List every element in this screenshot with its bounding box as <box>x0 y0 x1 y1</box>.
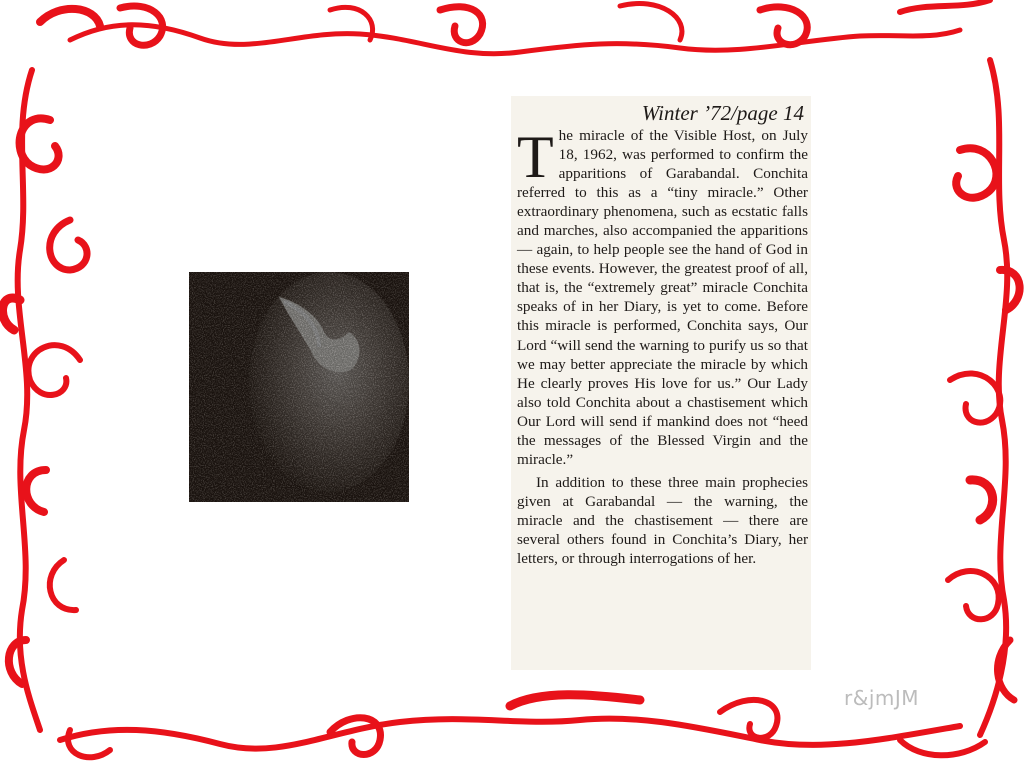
visible-host-photo <box>189 272 409 502</box>
drop-cap: T <box>517 124 554 190</box>
article-paragraph-2: In addition to these three main prophecies given at Garabandal — the warning, the miracle and the chastisement — there are several others found in Conchita’s Diary, her letters, or through interrogations of her. <box>517 473 808 568</box>
paragraph-1-text: he miracle of the Visible Host, on July 18, 1962, was performed to confirm the apparitions of Garabandal. Conchita referred to this as a “tiny miracle.” Other extraordinary phenomena, such as ecstatic falls and marches, also accompanied the apparitions — again, to help people see the hand of God in these events. However, the greatest proof of all, that is, the “extremely great” miracle Conchita speaks of in her Diary, is yet to come. Before this miracle is performed, Conchita says, Our Lord “will send the warning to purify us so that we may better appreciate the miracle by which He clearly proves His love for us.” Our Lady also told Conchita about a chastisement which Our Lord will send if mankind does not “heed the messages of the Blessed Virgin and the miracle.” <box>517 127 808 468</box>
page-header: Winter ’72/page 14 <box>641 101 804 125</box>
watermark: r&jmJM <box>844 686 920 710</box>
article-paragraph-1 <box>517 126 808 469</box>
photo-image <box>189 272 409 502</box>
article-column <box>511 96 811 670</box>
